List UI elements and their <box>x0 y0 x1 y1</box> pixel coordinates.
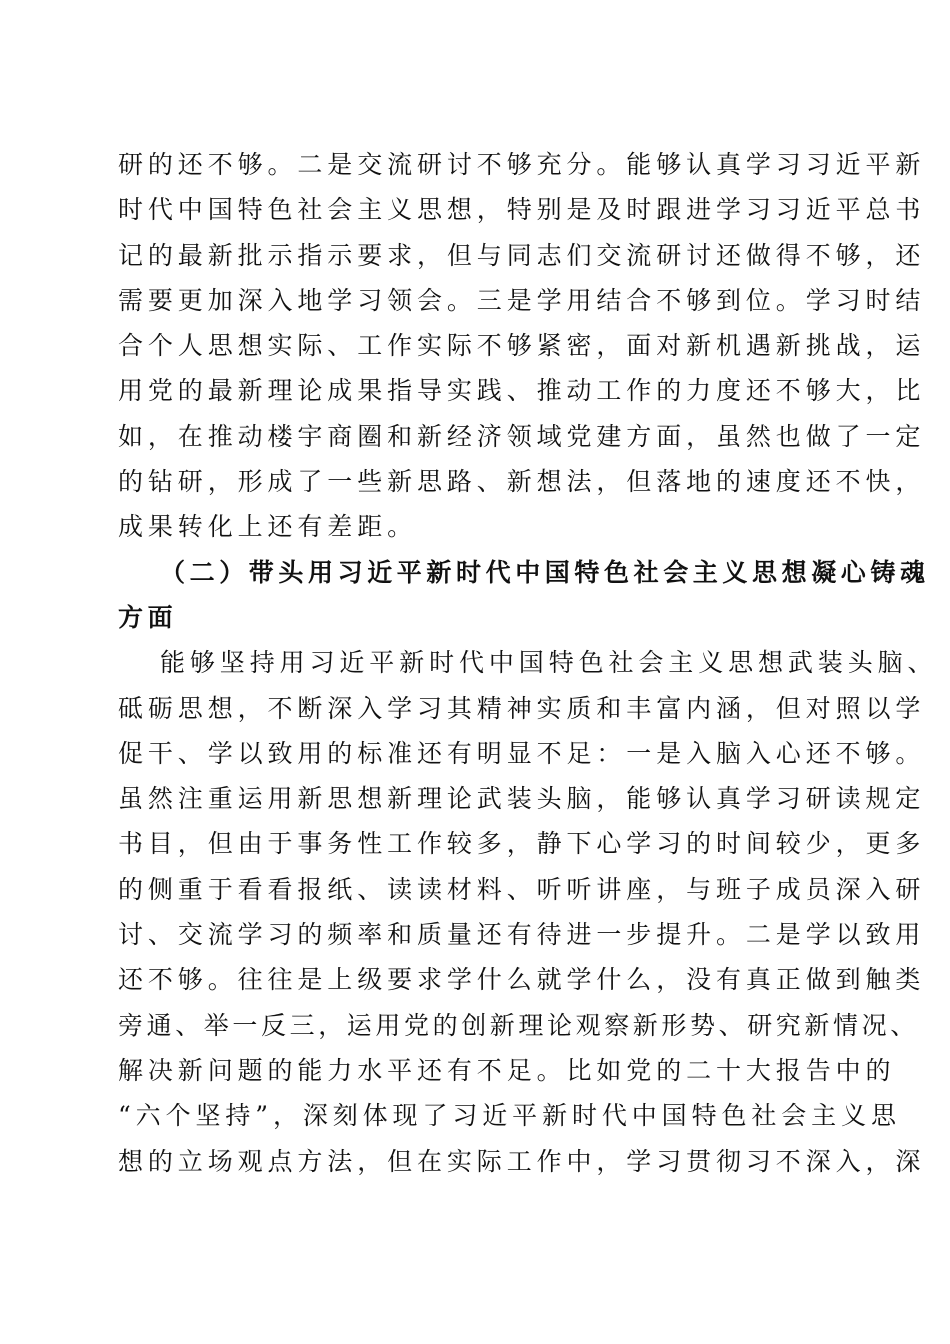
text-line: 促干、学以致用的标准还有明显不足：一是入脑入心还不够。 <box>118 738 926 768</box>
text-line: 用党的最新理论成果指导实践、推动工作的力度还不够大，比 <box>118 376 926 406</box>
text-line: 砥砺思想，不断深入学习其精神实质和丰富内涵，但对照以学 <box>118 693 926 723</box>
text-line: 合个人思想实际、工作实际不够紧密，面对新机遇新挑战，运 <box>118 331 926 361</box>
text-line: 讨、交流学习的频率和质量还有待进一步提升。二是学以致用 <box>118 920 926 950</box>
text-line: 时代中国特色社会主义思想，特别是及时跟进学习习近平总书 <box>118 195 926 225</box>
text-line: 旁通、举一反三，运用党的创新理论观察新形势、研究新情况、 <box>118 1010 919 1040</box>
text-line: 书目，但由于事务性工作较多，静下心学习的时间较少，更多 <box>118 829 926 859</box>
document-body <box>118 142 938 1184</box>
text-line: 研的还不够。二是交流研讨不够充分。能够认真学习习近平新 <box>118 150 926 179</box>
text-line: 如，在推动楼宇商圈和新经济领域党建方面，虽然也做了一定 <box>118 421 926 451</box>
text-line: 虽然注重运用新思想新理论武装头脑，能够认真学习研读规定 <box>118 784 926 814</box>
section-heading-continued: 方面 <box>118 602 178 632</box>
text-line: 想的立场观点方法，但在实际工作中，学习贯彻习不深入，深 <box>118 1146 926 1176</box>
paragraph-first-line: 能够坚持用习近平新时代中国特色社会主义思想武装头脑、 <box>160 648 938 678</box>
text-line: 成果转化上还有差距。 <box>118 512 418 542</box>
text-line: 还不够。往往是上级要求学什么就学什么，没有真正做到触类 <box>118 965 926 995</box>
text-line: 的侧重于看看报纸、读读材料、听听讲座，与班子成员深入研 <box>118 874 926 904</box>
section-heading: （二）带头用习近平新时代中国特色社会主义思想凝心铸魂 <box>160 557 930 587</box>
text-line: 的钻研，形成了一些新思路、新想法，但落地的速度还不快， <box>118 467 926 497</box>
text-line: 解决新问题的能力水平还有不足。比如党的二十大报告中的 <box>118 1055 896 1085</box>
text-line: 记的最新批示指示要求，但与同志们交流研讨还做得不够，还 <box>118 240 926 270</box>
text-line: “六个坚持”，深刻体现了习近平新时代中国特色社会主义思 <box>118 1101 901 1131</box>
text-line: 需要更加深入地学习领会。三是学用结合不够到位。学习时结 <box>118 285 926 315</box>
